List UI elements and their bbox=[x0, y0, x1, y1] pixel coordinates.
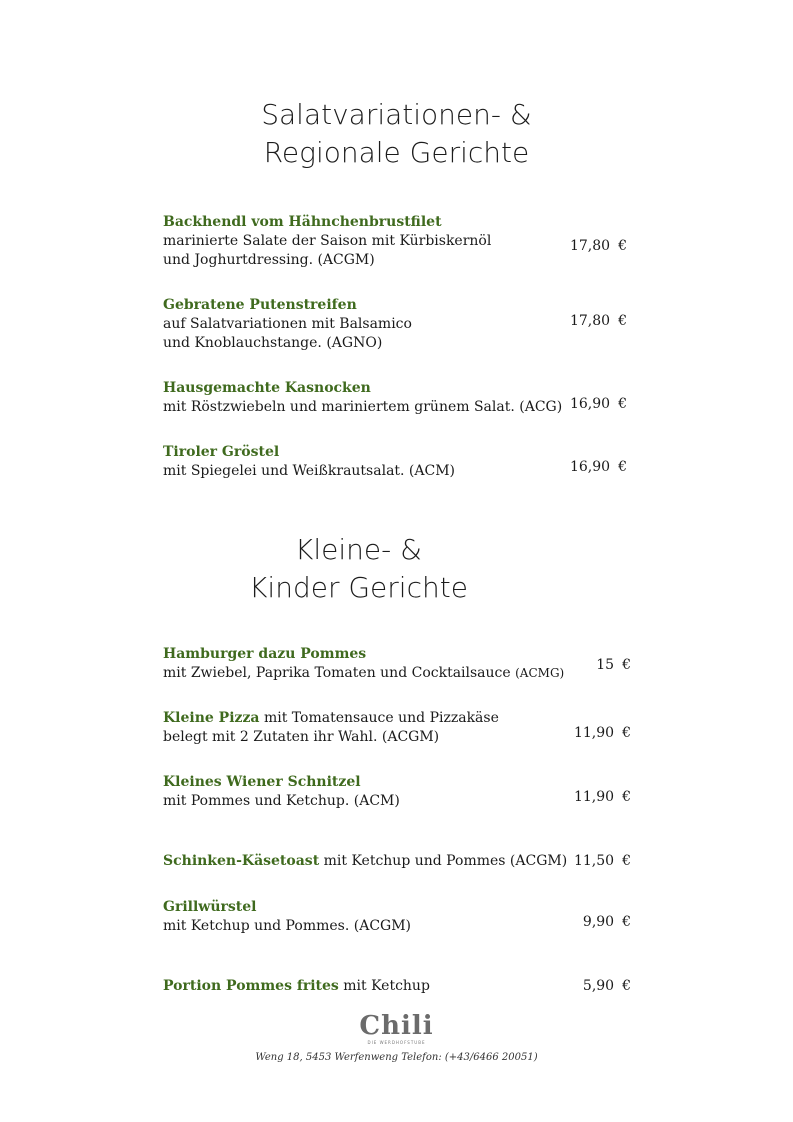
menu-item bbox=[163, 443, 563, 481]
section-title-line: Kinder Gerichte bbox=[249, 571, 468, 604]
item-price bbox=[511, 724, 631, 743]
item-inline-description: mit Ketchup und Pommes (ACGM) bbox=[323, 853, 568, 869]
item-name: Gebratene Putenstreifen bbox=[163, 297, 357, 313]
item-inline-description: mit Tomatensauce und Pizzakäse bbox=[263, 710, 499, 726]
price-value: 17,80 bbox=[569, 238, 611, 254]
currency-symbol: € bbox=[622, 657, 631, 673]
section-title-salads bbox=[0, 96, 793, 172]
item-description bbox=[163, 664, 563, 683]
item-price bbox=[511, 788, 631, 807]
section-title-line: Regionale Gerichte bbox=[263, 136, 530, 169]
item-price bbox=[507, 458, 627, 477]
menu-item bbox=[163, 898, 563, 936]
logo-wordmark: Chili bbox=[359, 1011, 434, 1041]
menu-item bbox=[163, 645, 563, 683]
item-name: Schinken-Käsetoast bbox=[163, 853, 320, 869]
item-name: Hamburger dazu Pommes bbox=[163, 646, 367, 662]
menu-item bbox=[163, 379, 563, 417]
currency-symbol: € bbox=[622, 914, 631, 930]
menu-item bbox=[163, 977, 563, 996]
item-description: mit Spiegelei und Weißkrautsalat. (ACM) bbox=[163, 463, 456, 479]
currency-symbol: € bbox=[622, 789, 631, 805]
currency-symbol: € bbox=[618, 313, 627, 329]
item-description: mit Röstzwiebeln und mariniertem grünem Salat. (ACG) bbox=[163, 399, 563, 415]
item-title-line bbox=[163, 709, 563, 728]
section-title-kids bbox=[0, 531, 755, 607]
description-text: mit Zwiebel, Paprika Tomaten und Cocktailsauce bbox=[163, 665, 511, 681]
section-title-line: Kleine- & bbox=[295, 533, 422, 566]
price-value: 15 bbox=[596, 657, 615, 673]
price-value: 5,90 bbox=[582, 978, 615, 994]
price-value: 16,90 bbox=[569, 459, 611, 475]
item-name: Tiroler Gröstel bbox=[163, 444, 280, 460]
section-title-line: Salatvariationen- & bbox=[261, 98, 532, 131]
item-name: Kleines Wiener Schnitzel bbox=[163, 774, 361, 790]
currency-symbol: € bbox=[622, 853, 631, 869]
item-name: Backhendl vom Hähnchenbrustfilet bbox=[163, 214, 442, 230]
allergen-codes: (ACMG) bbox=[515, 666, 565, 680]
item-title-line bbox=[163, 977, 563, 996]
price-value: 11,50 bbox=[573, 853, 615, 869]
price-value: 9,90 bbox=[582, 914, 615, 930]
currency-symbol: € bbox=[618, 396, 627, 412]
logo-tagline: DIE WERDHOFSTUBE bbox=[367, 1040, 426, 1045]
price-value: 16,90 bbox=[569, 396, 611, 412]
item-title-line bbox=[163, 852, 568, 871]
footer-address: Weng 18, 5453 Werfenweng Telefon: (+43/6466 20051) bbox=[255, 1052, 538, 1063]
item-price bbox=[507, 237, 627, 256]
item-name: Grillwürstel bbox=[163, 899, 257, 915]
currency-symbol: € bbox=[622, 978, 631, 994]
item-description: mit Ketchup und Pommes. (ACGM) bbox=[163, 918, 412, 934]
item-price bbox=[511, 913, 631, 932]
item-description: marinierte Salate der Saison mit Kürbiskernöl bbox=[163, 233, 492, 249]
menu-item bbox=[163, 296, 563, 353]
item-name: Hausgemachte Kasnocken bbox=[163, 380, 371, 396]
currency-symbol: € bbox=[618, 459, 627, 475]
item-description: und Knoblauchstange. (AGNO) bbox=[163, 335, 383, 351]
item-description: belegt mit 2 Zutaten ihr Wahl. (ACGM) bbox=[163, 729, 440, 745]
item-description: mit Pommes und Ketchup. (ACM) bbox=[163, 793, 400, 809]
item-inline-description: mit Ketchup bbox=[343, 978, 430, 994]
item-price bbox=[511, 656, 631, 675]
item-name: Kleine Pizza bbox=[163, 710, 260, 726]
price-value: 11,90 bbox=[573, 725, 615, 741]
price-value: 17,80 bbox=[569, 313, 611, 329]
menu-item bbox=[163, 709, 563, 747]
menu-item bbox=[163, 852, 568, 871]
currency-symbol: € bbox=[622, 725, 631, 741]
item-description: und Joghurtdressing. (ACGM) bbox=[163, 252, 375, 268]
price-value: 11,90 bbox=[573, 789, 615, 805]
menu-item bbox=[163, 773, 563, 811]
currency-symbol: € bbox=[618, 238, 627, 254]
item-price bbox=[511, 852, 631, 871]
item-price bbox=[507, 395, 627, 414]
restaurant-logo bbox=[0, 1012, 793, 1046]
item-name: Portion Pommes frites bbox=[163, 978, 339, 994]
item-description: auf Salatvariationen mit Balsamico bbox=[163, 316, 412, 332]
item-price bbox=[507, 312, 627, 331]
menu-item bbox=[163, 213, 563, 270]
item-price bbox=[511, 977, 631, 996]
